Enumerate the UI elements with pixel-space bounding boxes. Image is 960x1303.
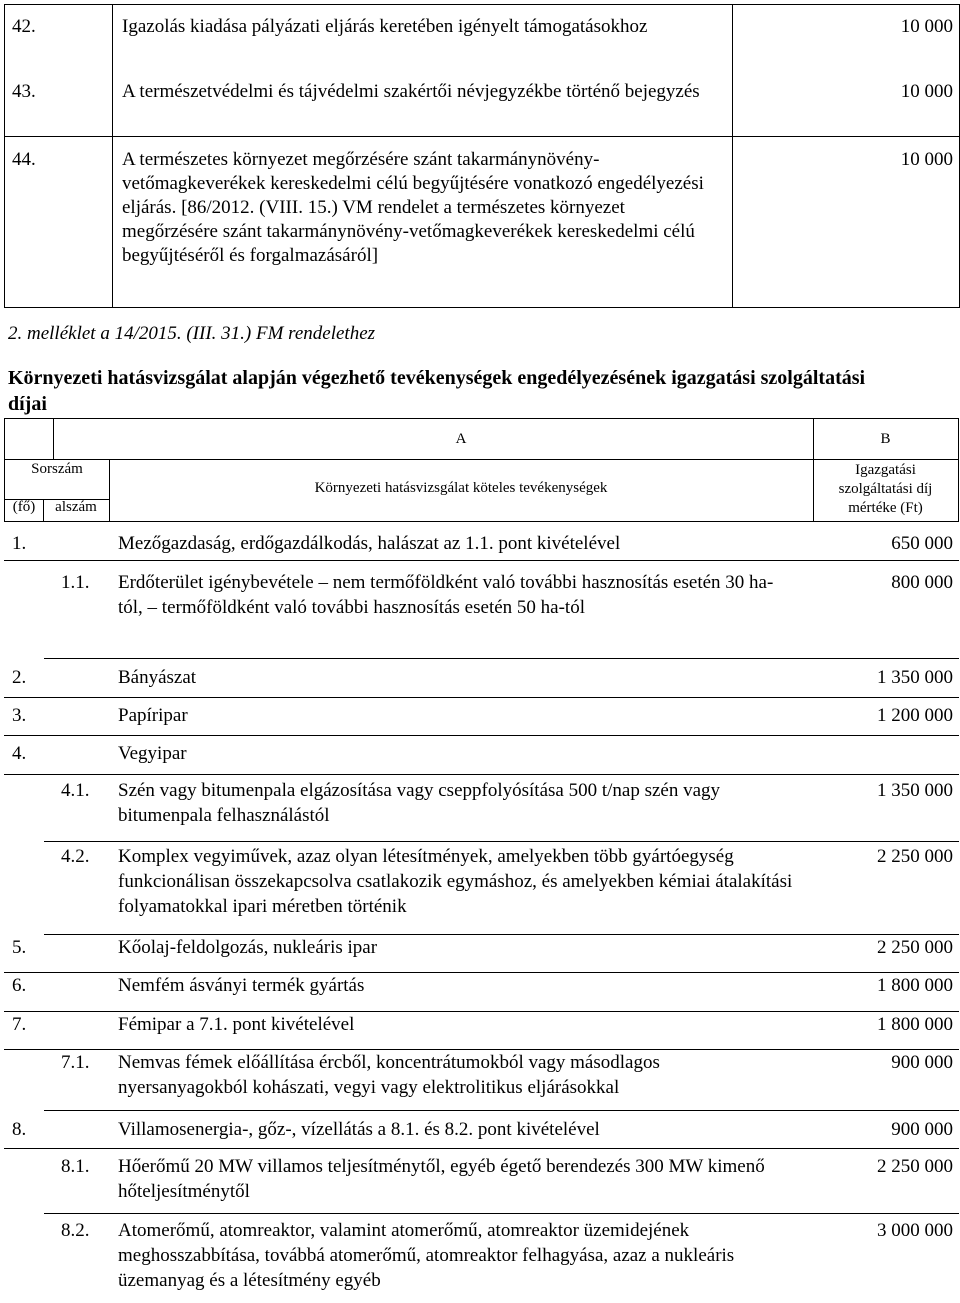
table-row bbox=[4, 973, 959, 1012]
row-text: Vegyipar bbox=[118, 743, 187, 764]
row-number: 42. bbox=[12, 16, 36, 37]
row-fee: 10 000 bbox=[900, 16, 953, 37]
fee-label-line: mértéke (Ft) bbox=[848, 500, 923, 516]
table-row bbox=[4, 736, 959, 775]
column-a-label: A bbox=[455, 431, 467, 447]
row-fee: 650 000 bbox=[891, 533, 953, 554]
row-fee: 1 350 000 bbox=[877, 667, 953, 688]
row-fee: 10 000 bbox=[900, 81, 953, 102]
row-text: Bányászat bbox=[118, 667, 197, 688]
table-border bbox=[4, 5, 5, 307]
row-number: 43. bbox=[12, 81, 36, 102]
table-row bbox=[44, 1149, 959, 1214]
top-fee-table bbox=[4, 4, 960, 308]
sorszam-label: Sorszám bbox=[31, 461, 83, 477]
fee-label-line: szolgáltatási díj bbox=[838, 481, 933, 497]
fo-label: (fő) bbox=[12, 499, 36, 515]
row-text: Kőolaj-feldolgozás, nukleáris ipar bbox=[118, 937, 378, 958]
row-text: Hőerőmű 20 MW villamos teljesítménytől, egyéb égető berendezés 300 MW kimenő hőteljesítménytől bbox=[118, 1156, 765, 1202]
row-subnumber: 7.1. bbox=[61, 1052, 90, 1073]
row-subnumber: 8.1. bbox=[61, 1156, 90, 1177]
row-text: Nemfém ásványi termék gyártás bbox=[118, 975, 365, 996]
table-row bbox=[4, 659, 959, 698]
row-fee: 1 200 000 bbox=[877, 705, 953, 726]
row-subnumber: 1.1. bbox=[61, 572, 90, 593]
row-subnumber: 4.1. bbox=[61, 780, 90, 801]
table-row bbox=[44, 1214, 959, 1303]
row-number: 44. bbox=[12, 149, 36, 170]
row-number: 5. bbox=[12, 937, 27, 958]
row-text: Fémipar a 7.1. pont kivételével bbox=[118, 1014, 355, 1035]
row-text: Villamosenergia-, gőz-, vízellátás a 8.1. és 8.2. pont kivételével bbox=[118, 1119, 600, 1140]
column-b-label: B bbox=[880, 431, 891, 447]
column-divider bbox=[53, 419, 54, 459]
table-row bbox=[4, 522, 959, 561]
table-row bbox=[4, 935, 959, 973]
table-row bbox=[44, 775, 959, 842]
row-fee: 2 250 000 bbox=[877, 937, 953, 958]
table-row bbox=[4, 698, 959, 736]
table-row bbox=[4, 1111, 959, 1149]
row-number: 8. bbox=[12, 1119, 27, 1140]
row-fee: 1 350 000 bbox=[877, 780, 953, 801]
row-fee: 1 800 000 bbox=[877, 975, 953, 996]
annex-heading: 2. melléklet a 14/2015. (III. 31.) FM rendelethez bbox=[8, 323, 376, 344]
row-number: 4. bbox=[12, 743, 27, 764]
column-divider bbox=[112, 5, 113, 307]
table-row bbox=[44, 561, 959, 659]
fee-label bbox=[813, 461, 958, 518]
table-header bbox=[4, 418, 959, 522]
table-row bbox=[44, 842, 959, 935]
row-fee: 800 000 bbox=[891, 572, 953, 593]
row-fee: 1 800 000 bbox=[877, 1014, 953, 1035]
row-text: Igazolás kiadása pályázati eljárás keretében igényelt támogatásokhoz bbox=[122, 16, 648, 37]
table-row bbox=[4, 1012, 959, 1050]
alszam-label: alszám bbox=[55, 499, 97, 515]
page-title: Környezeti hatásvizsgálat alapján végezhető tevékenységek engedélyezésének igazgatási szolgáltatási díjai bbox=[8, 367, 866, 415]
row-text: Atomerőmű, atomreaktor, valamint atomerőmű, atomreaktor üzemidejének meghosszabbítása, továbbá atomerőmű, atomreaktor felhagyása, azaz a nukleáris üzemanyag és a létesítmény egyéb bbox=[118, 1220, 735, 1291]
fee-label-line: Igazgatási bbox=[855, 462, 916, 478]
row-number: 2. bbox=[12, 667, 27, 688]
row-text: Mezőgazdaság, erdőgazdálkodás, halászat az 1.1. pont kivételével bbox=[118, 533, 621, 554]
row-subnumber: 4.2. bbox=[61, 846, 90, 867]
row-text: Erdőterület igénybevétele – nem termőföldként való további hasznosítás esetén 30 ha-tól, – termőföldként való további hasznosítás esetén 50 ha-tól bbox=[118, 572, 774, 618]
row-fee: 10 000 bbox=[900, 149, 953, 170]
row-number: 3. bbox=[12, 705, 27, 726]
row-number: 1. bbox=[12, 533, 27, 554]
row-fee: 900 000 bbox=[891, 1052, 953, 1073]
table-row bbox=[44, 1050, 959, 1111]
row-fee: 2 250 000 bbox=[877, 1156, 953, 1177]
activities-label: Környezeti hatásvizsgálat köteles tevékenységek bbox=[314, 480, 608, 496]
row-number: 6. bbox=[12, 975, 27, 996]
row-text: Szén vagy bitumenpala elgázosítása vagy cseppfolyósítása 500 t/nap szén vagy bitumenpala felhasználástól bbox=[118, 780, 721, 826]
row-divider bbox=[4, 136, 959, 137]
row-subnumber: 8.2. bbox=[61, 1220, 90, 1241]
row-fee: 2 250 000 bbox=[877, 846, 953, 867]
row-fee: 900 000 bbox=[891, 1119, 953, 1140]
row-text: Nemvas fémek előállítása ércből, koncentrátumokból vagy másodlagos nyersanyagokból kohászati, vegyi vagy elektrolitikus eljárásokkal bbox=[118, 1052, 660, 1098]
row-number: 7. bbox=[12, 1014, 27, 1035]
row-divider bbox=[5, 459, 958, 460]
row-text: A természetvédelmi és tájvédelmi szakértői névjegyzékbe történő bejegyzés bbox=[122, 81, 700, 102]
row-text: Papíripar bbox=[118, 705, 188, 726]
row-text: A természetes környezet megőrzésére szánt takarmánynövény-vetőmagkeverékek kereskedelmi célú begyűjtésére vonatkozó engedélyezési eljárás. [86/2012. (VIII. 15.) VM rendelet a természetes környezet megőrzésére szánt takarmánynövény-vetőmagkeverékek kereskedelmi célú begyűjtéséről és forgalmazásáról] bbox=[122, 149, 704, 266]
row-text: Komplex vegyiművek, azaz olyan létesítmények, amelyekben több gyártóegység funkcionálisan összekapcsolva csatlakozik egymáshoz, és amelyekben kémiai átalakítási folyamatokkal ipari méretben történik bbox=[118, 846, 793, 917]
column-divider bbox=[732, 5, 733, 307]
row-fee: 3 000 000 bbox=[877, 1220, 953, 1241]
